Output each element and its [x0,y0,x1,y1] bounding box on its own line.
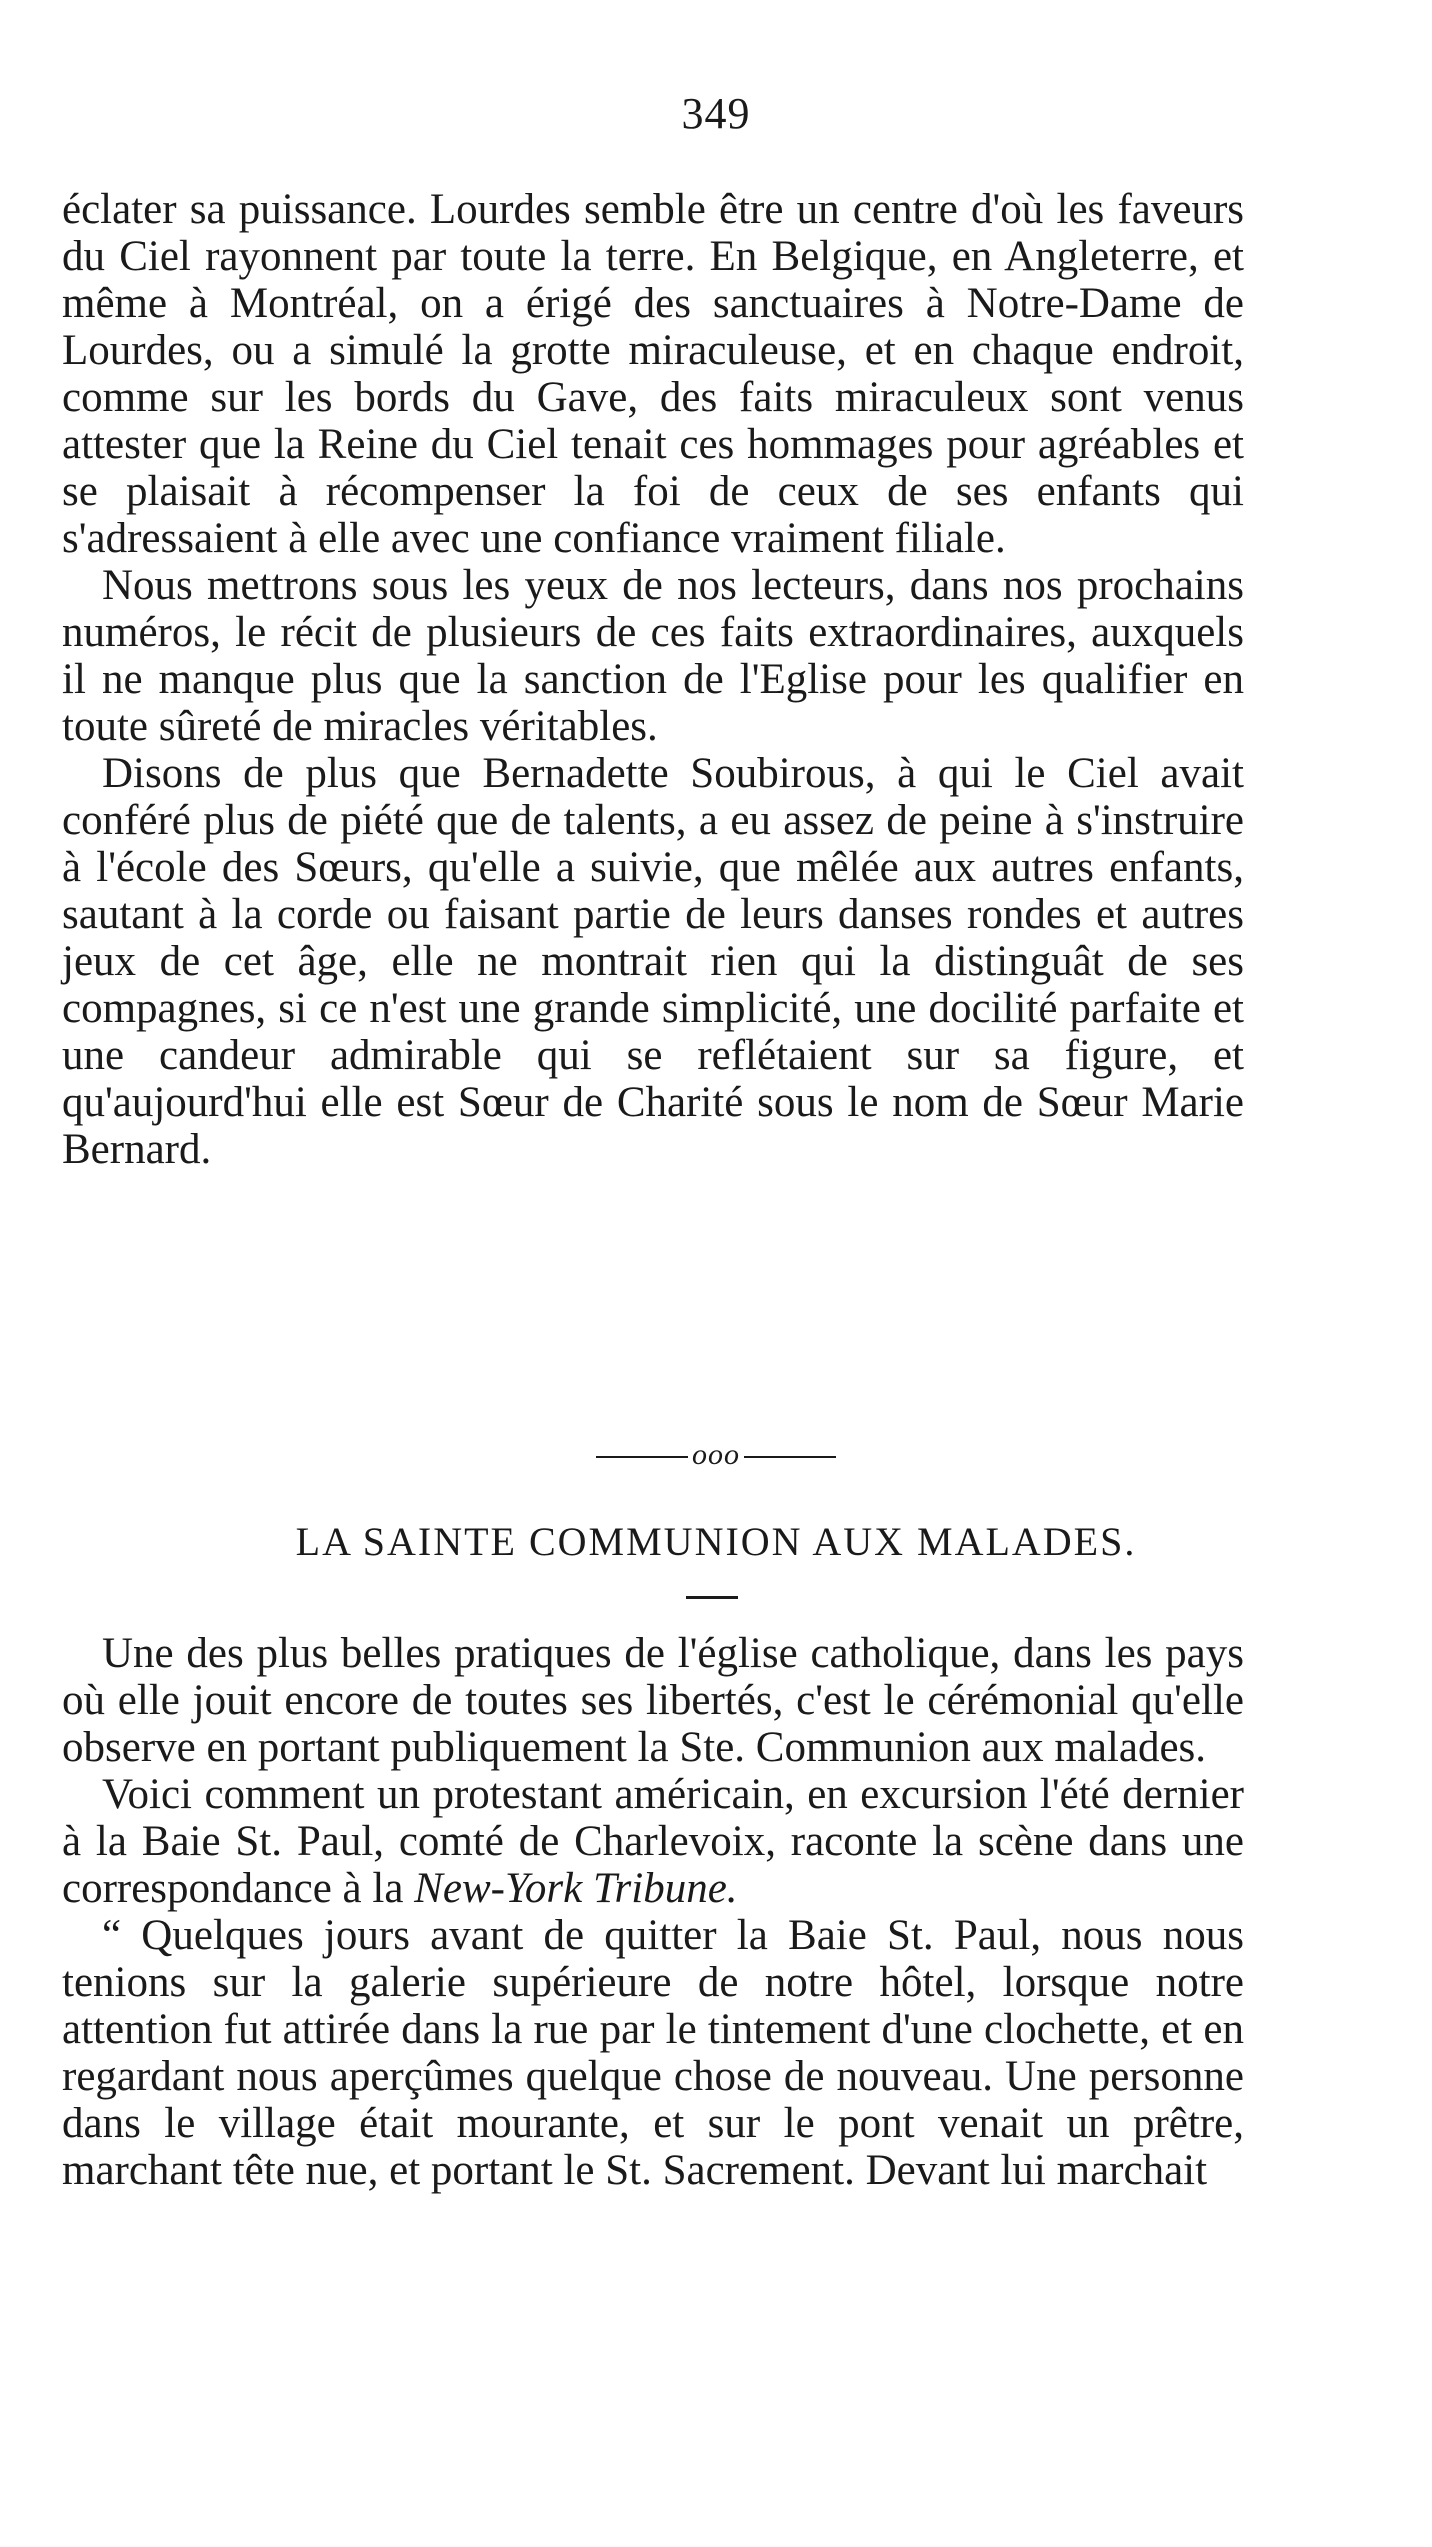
article-communion [62,1630,1244,2194]
paragraph-lourdes: éclater sa puissance. Lourdes semble être un centre d'où les faveurs du Ciel rayonnent par toute la terre. En Belgique, en Angleterre, et même à Montréal, on a érigé des sanctuaires à Notre-Dame de Lourdes, ou a simulé la grotte miraculeuse, et en chaque endroit, comme sur les bords du Gave, des faits miraculeux sont venus attester que la Reine du Ciel tenait ces hommages pour agréables et se plaisait à récompenser la foi de ceux de ses enfants qui s'adressaient à elle avec une confiance vraiment filiale. [62,186,1244,562]
paragraph-ceremonial: Une des plus belles pratiques de l'église catholique, dans les pays où elle jouit encore de toutes ses libertés, c'est le cérémonial qu'elle observe en portant publiquement la Ste. Communion aux malades. [62,1630,1244,1771]
separator-rule-right [744,1456,836,1458]
section-title: LA SAINTE COMMUNION AUX MALADES. [295,1519,1137,1564]
article-continuation [62,186,1244,1173]
paragraph-quotation: “ Quelques jours avant de quitter la Baie St. Paul, nous nous tenions sur la galerie supérieure de notre hôtel, lorsque notre attention fut attirée dans la rue par le tintement d'une clochette, et en regardant nous aperçûmes quelque chose de nouveau. Une personne dans le village était mourante, et sur le pont venait un prêtre, marchant tête nue, et portant le St. Sacrement. Devant lui marchait [62,1912,1244,2194]
title-dash [686,1596,738,1599]
paragraph-protestant-account [62,1771,1244,1912]
page-number: 349 [681,89,751,138]
separator-mark: ooo [692,1438,740,1471]
separator-rule-left [596,1456,688,1458]
account-intro-text: Voici comment un protestant américain, en excursion l'été dernier à la Baie St. Paul, comté de Charlevoix, raconte la scène dans une correspondance à la [62,1771,1244,1912]
publication-name: New-York Tribune. [414,1865,738,1912]
section-separator [0,1438,1432,1472]
paragraph-extraordinary-facts: Nous mettrons sous les yeux de nos lecteurs, dans nos prochains numéros, le récit de plusieurs de ces faits extraordinaires, auxquels il ne manque plus que la sanction de l'Eglise pour les qualifier en toute sûreté de miracles véritables. [62,562,1244,750]
paragraph-bernadette: Disons de plus que Bernadette Soubirous, à qui le Ciel avait conféré plus de piété que de talents, a eu assez de peine à s'instruire à l'école des Sœurs, qu'elle a suivie, que mêlée aux autres enfants, sautant à la corde ou faisant partie de leurs danses rondes et autres jeux de cet âge, elle ne montrait rien qui la distinguât de ses compagnes, si ce n'est une grande simplicité, une docilité parfaite et une candeur admirable qui se reflétaient sur sa figure, et qu'aujourd'hui elle est Sœur de Charité sous le nom de Sœur Marie Bernard. [62,750,1244,1173]
